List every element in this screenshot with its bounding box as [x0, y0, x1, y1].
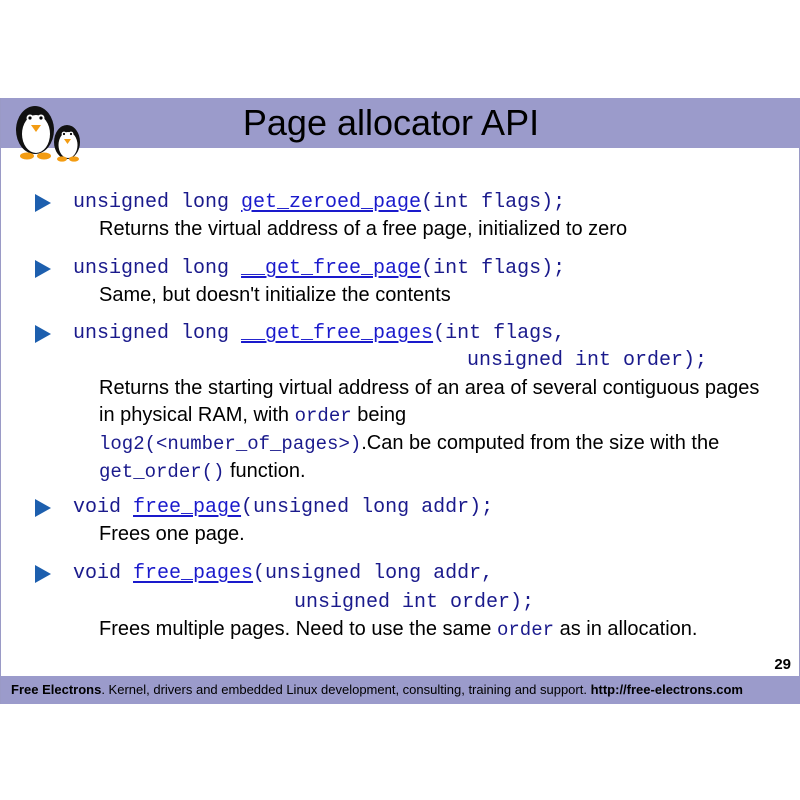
penguin-logo-icon	[9, 96, 89, 164]
function-name-link[interactable]: __get_free_pages	[241, 322, 434, 345]
function-signature	[73, 256, 565, 282]
page-number: 29	[774, 656, 791, 673]
function-description	[99, 616, 769, 644]
function-description: Returns the virtual address of a free page, initialized to zero	[99, 218, 628, 240]
footer-text	[11, 682, 743, 697]
footer-description: . Kernel, drivers and embedded Linux development, consulting, training and support.	[101, 682, 591, 697]
function-name-link[interactable]: get_zeroed_page	[241, 191, 422, 214]
function-signature	[73, 561, 493, 587]
function-description	[99, 375, 769, 486]
signature-continuation: unsigned int order);	[294, 591, 535, 614]
signature-prefix: unsigned long	[73, 322, 242, 345]
footer-brand: Free Electrons	[11, 682, 102, 697]
desc-text: Frees multiple pages. Need to use the same	[99, 618, 497, 640]
function-name-link[interactable]: __get_free_page	[241, 257, 422, 280]
footer-url-link[interactable]: http://free-electrons.com	[590, 682, 743, 697]
inline-code: order	[497, 619, 555, 641]
footer-bar	[1, 676, 800, 704]
desc-text: Returns the starting virtual address of an area of several contiguous pages in physical RAM, with	[99, 377, 760, 426]
desc-text: function.	[224, 460, 306, 482]
signature-prefix: unsigned long	[73, 257, 242, 280]
slide	[0, 98, 800, 704]
signature-suffix: (int flags,	[433, 322, 566, 345]
signature-continuation: unsigned int order);	[467, 349, 708, 372]
desc-text: .Can be computed from the size with the	[361, 432, 720, 454]
desc-text: as in allocation.	[554, 618, 698, 640]
bullet-arrow-icon	[35, 499, 51, 517]
function-name-link[interactable]: free_page	[133, 496, 242, 519]
bullet-arrow-icon	[35, 565, 51, 583]
function-description: Frees one page.	[99, 523, 245, 545]
function-name-link[interactable]: free_pages	[133, 562, 254, 585]
function-signature	[73, 495, 493, 521]
bullet-arrow-icon	[35, 325, 51, 343]
signature-suffix: (unsigned long addr);	[241, 496, 494, 519]
function-signature	[73, 190, 565, 216]
inline-code: log2(<number_of_pages>)	[99, 433, 362, 455]
function-signature	[73, 321, 565, 347]
function-description: Same, but doesn't initialize the contents	[99, 284, 451, 306]
title-bar	[1, 98, 800, 148]
signature-prefix: void	[73, 562, 134, 585]
bullet-arrow-icon	[35, 260, 51, 278]
signature-suffix: (int flags);	[421, 191, 566, 214]
signature-prefix: unsigned long	[73, 191, 242, 214]
signature-prefix: void	[73, 496, 134, 519]
inline-code: get_order()	[99, 461, 225, 483]
signature-suffix: (int flags);	[421, 257, 566, 280]
signature-suffix: (unsigned long addr,	[253, 562, 494, 585]
desc-text: being	[351, 404, 407, 426]
bullet-arrow-icon	[35, 194, 51, 212]
slide-title: Page allocator API	[242, 102, 540, 143]
inline-code: order	[294, 405, 352, 427]
